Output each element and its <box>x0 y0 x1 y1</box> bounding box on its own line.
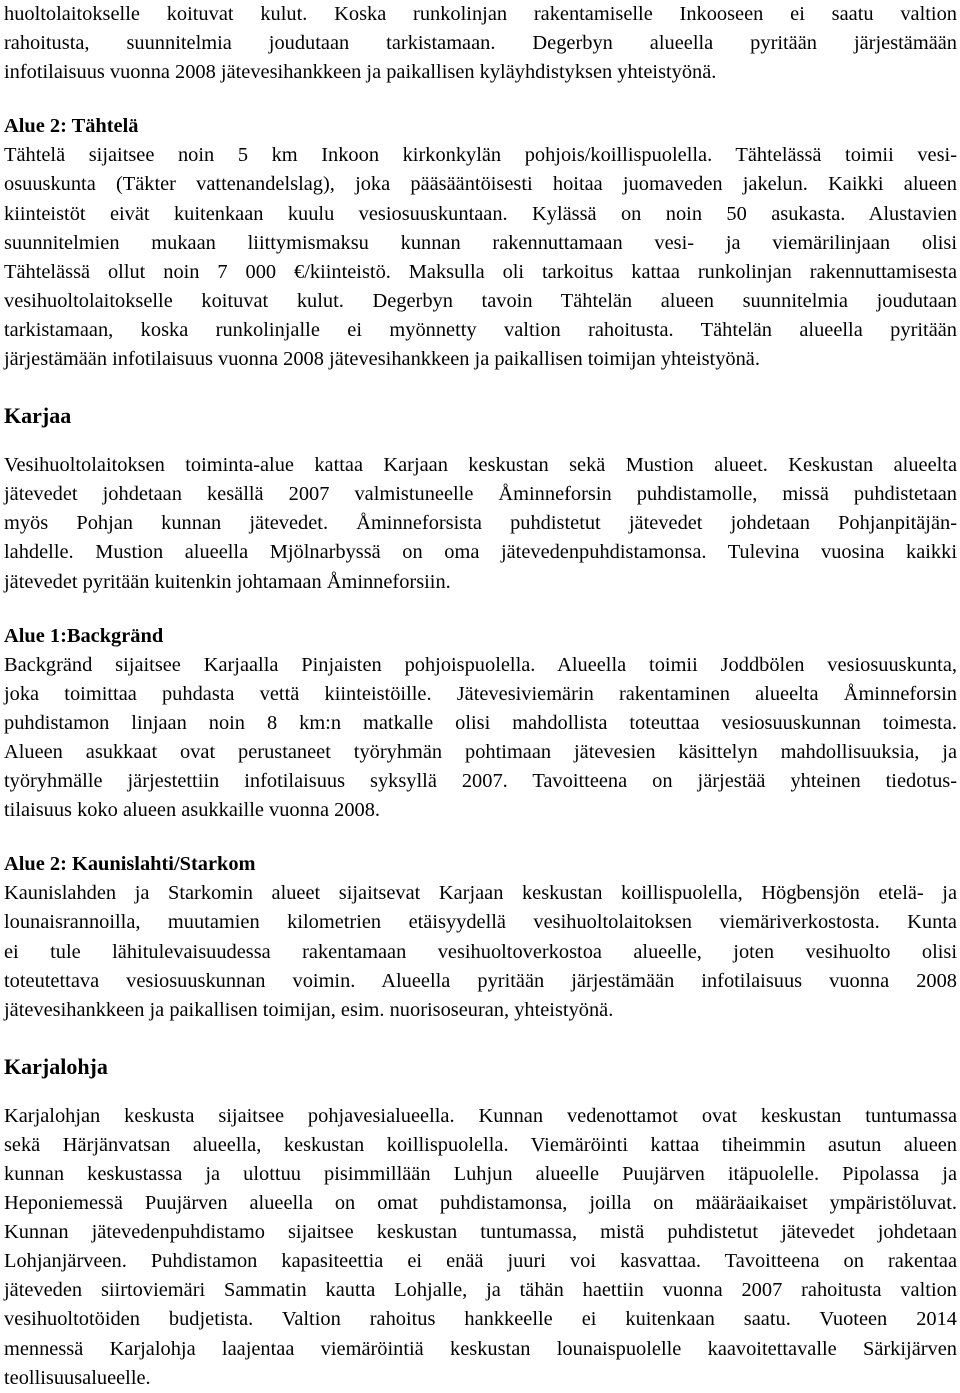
text-line: jätevesihankkeen ja paikallisen toimijan, esim. nuorisoseuran, yhteistyönä. <box>4 998 614 1021</box>
text-line: jäteveden siirtoviemäri Sammatin kautta Lohjalle, ja tähän haettiin vuonna 2007 rahoitusta valtion <box>4 1279 957 1302</box>
section-heading: Karjalohja <box>4 1053 108 1079</box>
text-line: mennessä Karjalohja laajentaa viemäröintiä keskustan lounaispuolelle kaavoitettavalle Särkijärven <box>4 1337 957 1360</box>
text-line: vesihuoltolaitokselle koituvat kulut. Degerbyn tavoin Tähtelän alueen suunnitelmia joudutaan <box>4 289 957 312</box>
text-line: työryhmälle järjestettiin infotilaisuus syksyllä 2007. Tavoitteena on järjestää yhteinen tiedotus- <box>4 770 957 793</box>
text-line: jätevedet johdetaan kesällä 2007 valmistuneelle Åminneforsin puhdistamolle, missä puhdistetaan <box>4 483 957 506</box>
text-line: teollisuusalueelle. <box>4 1366 151 1389</box>
text-line: Tähtelässä ollut noin 7 000 €/kiinteistö. Maksulla oli tarkoitus kattaa runkolinjan rakennuttamisesta <box>4 260 957 283</box>
section-heading: Karjaa <box>4 403 72 429</box>
section-backgrand <box>4 622 957 826</box>
text-line: Alueen asukkaat ovat perustaneet työryhmän pohtimaan jätevesien käsittelyn mahdollisuuksia, ja <box>4 740 957 763</box>
section-karjalohja <box>4 1052 957 1393</box>
text-line: huoltolaitokselle koituvat kulut. Koska runkolinjan rakentamiselle Inkooseen ei saatu valtion <box>4 3 957 25</box>
text-line: joka toimittaa puhdasta vettä kiinteistöille. Jätevesiviemärin rakentaminen alueelta Åminneforsin <box>4 682 957 705</box>
text-line: vesihuoltotöiden budjetista. Valtion rahoitus hankkeelle ei kuitenkaan saatu. Vuoteen 2014 <box>4 1308 957 1331</box>
text-line: toteutettava vesiosuuskunnan voimin. Alueella pyritään järjestämään infotilaisuus vuonna 2008 <box>4 969 957 992</box>
text-line: kunnan keskustassa ja ulottuu pisimmillään Luhjun alueelle Puujärven itäpuolelle. Pipolassa ja <box>4 1163 957 1185</box>
text-line: sekä Härjänvatsan alueella, keskustan koillispuolella. Viemäröinti kattaa tiheimmin asutun alueen <box>4 1133 957 1156</box>
text-line: Tähtelä sijaitsee noin 5 km Inkoon kirkonkylän pohjois/koillispuolella. Tähtelässä toimii vesi- <box>4 144 957 167</box>
text-line: Lohjanjärveen. Puhdistamon kapasiteettia ei enää juuri voi kasvattaa. Tavoitteena on rakentaa <box>4 1250 957 1273</box>
section-heading: Alue 2: Kaunislahti/Starkom <box>4 853 256 876</box>
text-line: suunnitelmien mukaan liittymismaksu kunnan rakennuttamaan vesi- ja viemärilinjaan olisi <box>4 231 957 254</box>
text-line: myös Pohjan kunnan jätevedet. Åminneforsista puhdistetut jätevedet johdetaan Pohjanpitäjän- <box>4 512 957 535</box>
text-line: Heponiemessä Puujärven alueella on omat puhdistamonsa, joilla on määräaikaiset ympäristöluvat. <box>4 1192 957 1215</box>
text-line: rahoitusta, suunnitelmia joudutaan tarkistamaan. Degerbyn alueella pyritään järjestämään <box>4 32 957 55</box>
text-line: tilaisuus koko alueen asukkaille vuonna 2008. <box>4 799 381 822</box>
text-line: infotilaisuus vuonna 2008 jätevesihankkeen ja paikallisen kyläyhdistyksen yhteistyönä. <box>4 61 717 84</box>
text-line: lahdelle. Mustion alueella Mjölnarbyssä on oma jätevedenpuhdistamonsa. Tulevina vuosina kaikki <box>4 541 957 564</box>
intro-paragraph <box>4 0 957 87</box>
section-heading: Alue 2: Tähtelä <box>4 115 139 138</box>
text-line: lounaisrannoilla, muutamien kilometrien etäisyydellä vesihuoltolaitoksen viemäriverkostosta. Kunta <box>4 911 957 934</box>
text-line: järjestämään infotilaisuus vuonna 2008 jätevesihankkeen ja paikallisen toimijan yhteistyönä. <box>4 348 760 371</box>
text-line: Vesihuoltolaitoksen toiminta-alue kattaa Karjaan keskustan sekä Mustion alueet. Keskustan alueelta <box>4 454 957 477</box>
text-line: tarkistamaan, koska runkolinjalle ei myönnetty valtion rahoitusta. Tähtelän alueella pyritään <box>4 318 957 341</box>
text-line: puhdistamon linjaan noin 8 km:n matkalle olisi mahdollista toteuttaa vesiosuuskunnan toimesta. <box>4 711 957 734</box>
text-line: kiinteistöt eivät kuitenkaan kuulu vesiosuuskuntaan. Kylässä on noin 50 asukasta. Alustavien <box>4 202 957 225</box>
text-line: Kaunislahden ja Starkomin alueet sijaitsevat Karjaan keskustan koillispuolella, Högbensjön etelä- ja <box>4 882 957 905</box>
text-line: jätevedet pyritään kuitenkin johtamaan Åminneforsiin. <box>4 570 451 593</box>
section-karjaa <box>4 401 957 596</box>
text-line: ei tule lähitulevaisuudessa rakentamaan vesihuoltoverkostoa alueelle, joten vesihuolto olisi <box>4 940 957 963</box>
text-line: Backgränd sijaitsee Karjaalla Pinjaisten pohjoispuolella. Alueella toimii Joddbölen vesiosuuskunta, <box>4 653 957 676</box>
section-kaunislahti <box>4 850 957 1025</box>
text-line: osuuskunta (Täkter vattenandelslag), joka pääsääntöisesti hoitaa juomaveden jakelun. Kaikki alueen <box>4 173 957 196</box>
text-line: Kunnan jätevedenpuhdistamo sijaitsee keskustan tuntumassa, mistä puhdistetut jätevedet johdetaan <box>4 1221 957 1244</box>
section-tahtela <box>4 112 957 374</box>
text-line: Karjalohjan keskusta sijaitsee pohjavesialueella. Kunnan vedenottamot ovat keskustan tuntumassa <box>4 1104 957 1127</box>
section-heading: Alue 1:Backgränd <box>4 624 164 647</box>
